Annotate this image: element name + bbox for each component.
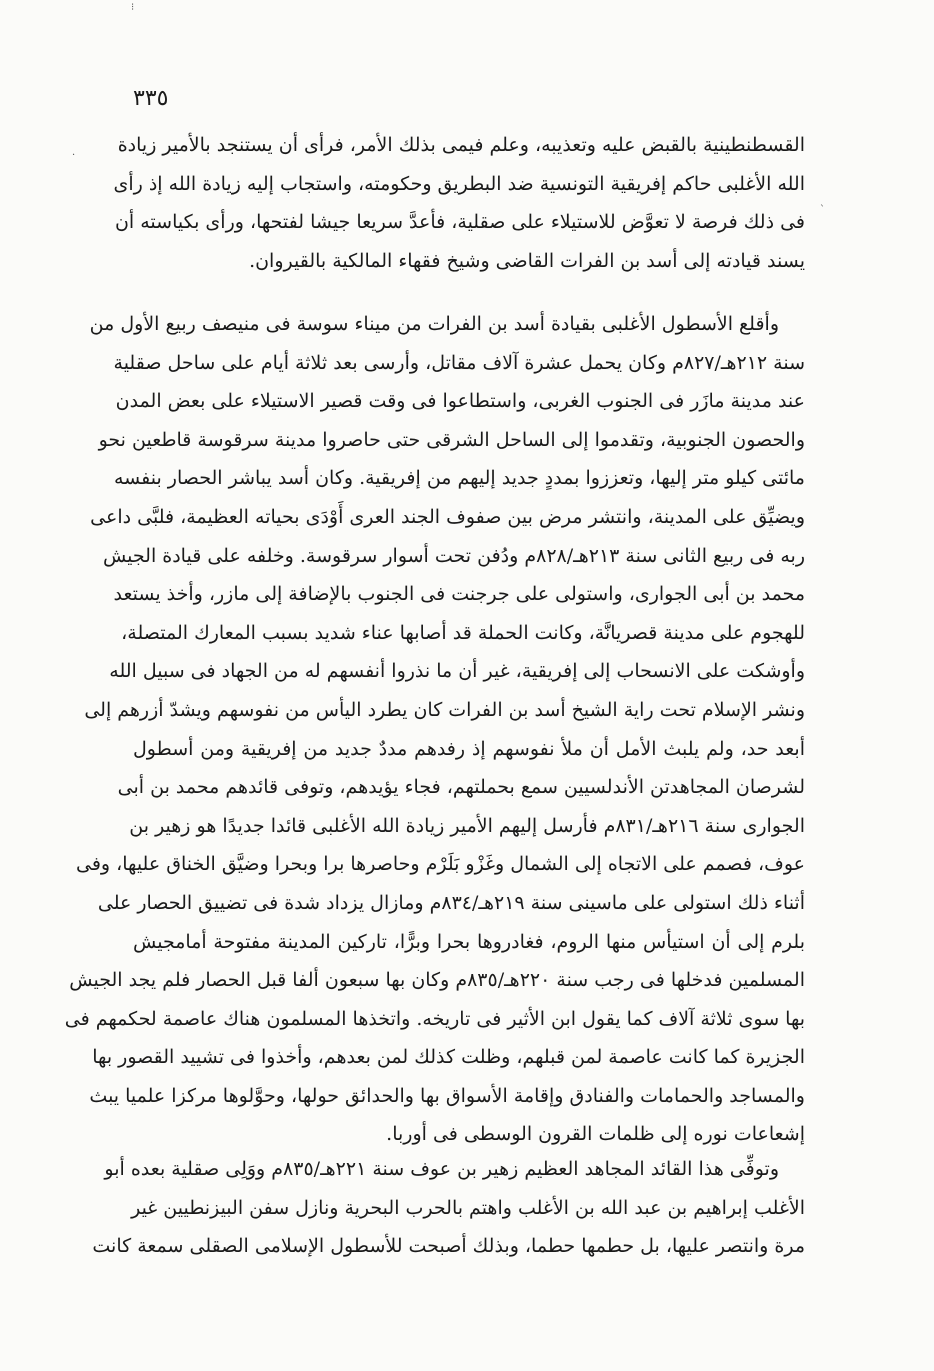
text-line: محمد بن أبى الجوارى، واستولى على جرجنت فى الجنوب بالإضافة إلى مازر، وأخذ يستعد: [113, 583, 805, 606]
text-line: وأوشكت على الانسحاب إلى إفريقية، غير أن ما نذروا أنفسهم له من الجهاد فى سبيل الله: [109, 660, 805, 683]
text-line: الجوارى سنة ٢١٦هـ/٨٣١م فأرسل إليهم الأمير زيادة الله الأغلبى قائدا جديدًا هو زهير بن: [129, 814, 805, 837]
text-line: إشعاعات نوره إلى ظلمات القرون الوسطى فى أوربا.: [386, 1123, 805, 1146]
text-line: مائتى كيلو متر إليها، وتعززوا بمددٍ جديد إليهم من إفريقية. وكان أسد يباشر الحصار بنفسه: [113, 467, 805, 490]
text-line: مرة وانتصر عليها، بل حطمها حطما، وبذلك أصبحت للأسطول الإسلامى الصقلى سمعة كانت: [92, 1235, 805, 1258]
text-line: والمساجد والحمامات والفنادق وإقامة الأسواق بها والحدائق حولها، وحوَّلوها مركزا علميا يبث: [89, 1084, 805, 1107]
text-line: بلرم إلى أن استيأس منها الروم، فغادروها بحرا وبرًّا، تاركين المدينة مفتوحة أمامجيش: [133, 930, 805, 953]
text-line: للهجوم على مدينة قصريانَّة، وكانت الحملة قد أصابها عناء شديد بسبب المعارك المتصلة،: [121, 621, 805, 644]
text-line: ونشر الإسلام تحت راية الشيخ أسد بن الفرات كان يطرد اليأس من نفوسهم ويشدّ أزرهم إلى: [84, 698, 805, 721]
paragraph-1: [113, 126, 805, 280]
text-line: الجزيرة كما كانت عاصمة لمن قبلهم، وظلت كذلك لمن بعدهم، وأخذوا فى تشييد القصور بها: [92, 1046, 805, 1069]
text-line: الله الأغلبى حاكم إفريقية التونسية ضد البطريق وحكومته، واستجاب إليه زيادة الله إذ رأى: [113, 172, 805, 195]
text-line: الأغلب إبراهيم بن عبد الله بن الأغلب واهتم بالحرب البحرية ونازل سفن البيزنطيين غير: [131, 1196, 805, 1219]
text-line: وتوفِّى هذا القائد المجاهد العظيم زهير بن عوف سنة ٢٢١هـ/٨٣٥م ووَلِى صقلية بعده أبو: [104, 1158, 779, 1180]
text-line: وأقلع الأسطول الأغلبى بقيادة أسد بن الفرات من ميناء سوسة فى منيصف ربيع الأول من: [89, 313, 779, 335]
paragraph-2: [64, 305, 805, 1154]
scan-mark: ·: [72, 150, 76, 161]
scan-mark: ⁝: [131, 2, 135, 13]
text-line: فى ذلك فرصة لا تعوَّض للاستيلاء على صقلية، فأعدَّ سريعا جيشا لفتحها، ورأى بكياسته أن: [114, 211, 805, 234]
scan-mark: `: [820, 205, 825, 216]
text-line: القسطنطينية بالقبض عليه وتعذيبه، وعلم فيمى بذلك الأمر، فرأى أن يستنجد بالأمير زيادة: [117, 134, 805, 156]
text-line: عوف، فصمم على الاتجاه إلى الشمال وغَزْو بَلَرْم وحاصرها برا وبحرا وضيَّق الخناق عليها، وفى: [76, 853, 805, 876]
text-line: أبعد حد، ولم يلبث الأمل أن ملأ نفوسهم إذ رفدهم مددٌ جديد من إفريقية ومن أسطول: [133, 737, 805, 760]
text-line: المسلمين فدخلها فى رجب سنة ٢٢٠هـ/٨٣٥م وكان بها سبعون ألفا قبل الحصار فلم يجد الجيش: [69, 969, 805, 992]
text-line: سنة ٢١٢هـ/٨٢٧م وكان يحمل عشرة آلاف مقاتل، وأرسى بعد ثلاثة أيام على ساحل صقلية: [113, 351, 805, 374]
text-line: عند مدينة مازَر فى الجنوب الغربى، واستطاعوا فى وقت قصير الاستيلاء على بعض المدن: [115, 390, 805, 413]
page-number: ٣٣٥: [133, 86, 169, 111]
text-line: ويضيِّق على المدينة، وانتشر مرض بين صفوف الجند العرى أَوْدَى بحياته العظيمة، فلبَّى داعى: [90, 505, 805, 528]
paragraph-3: [92, 1150, 805, 1266]
text-line: لشرصان المجاهدتن الأندلسيين سمع بحملتهم، فجاء يؤيدهم، وتوفى قائدهم محمد بن أبى: [117, 776, 805, 799]
text-line: والحصون الجنوبية، وتقدموا إلى الساحل الشرقى حتى حاصروا مدينة سرقوسة قاطعين نحو: [98, 428, 805, 451]
text-line: أثناء ذلك استولى على ماسينى سنة ٢١٩هـ/٨٣٤م ومازال يزداد شدة فى تضييق الحصار على: [97, 891, 805, 914]
text-line: ربه فى ربيع الثانى سنة ٢١٣هـ/٨٢٨م ودُفن تحت أسوار سرقوسة. وخلفه على قيادة الجيش: [102, 544, 805, 567]
text-line: يسند قيادته إلى أسد بن الفرات القاضى وشيخ فقهاء المالكية بالقيروان.: [249, 249, 805, 272]
text-line: بها سوى ثلاثة آلاف كما يقول ابن الأثير فى تاريخه. واتخذها المسلمون هناك عاصمة لحكمهم فى: [64, 1007, 805, 1030]
